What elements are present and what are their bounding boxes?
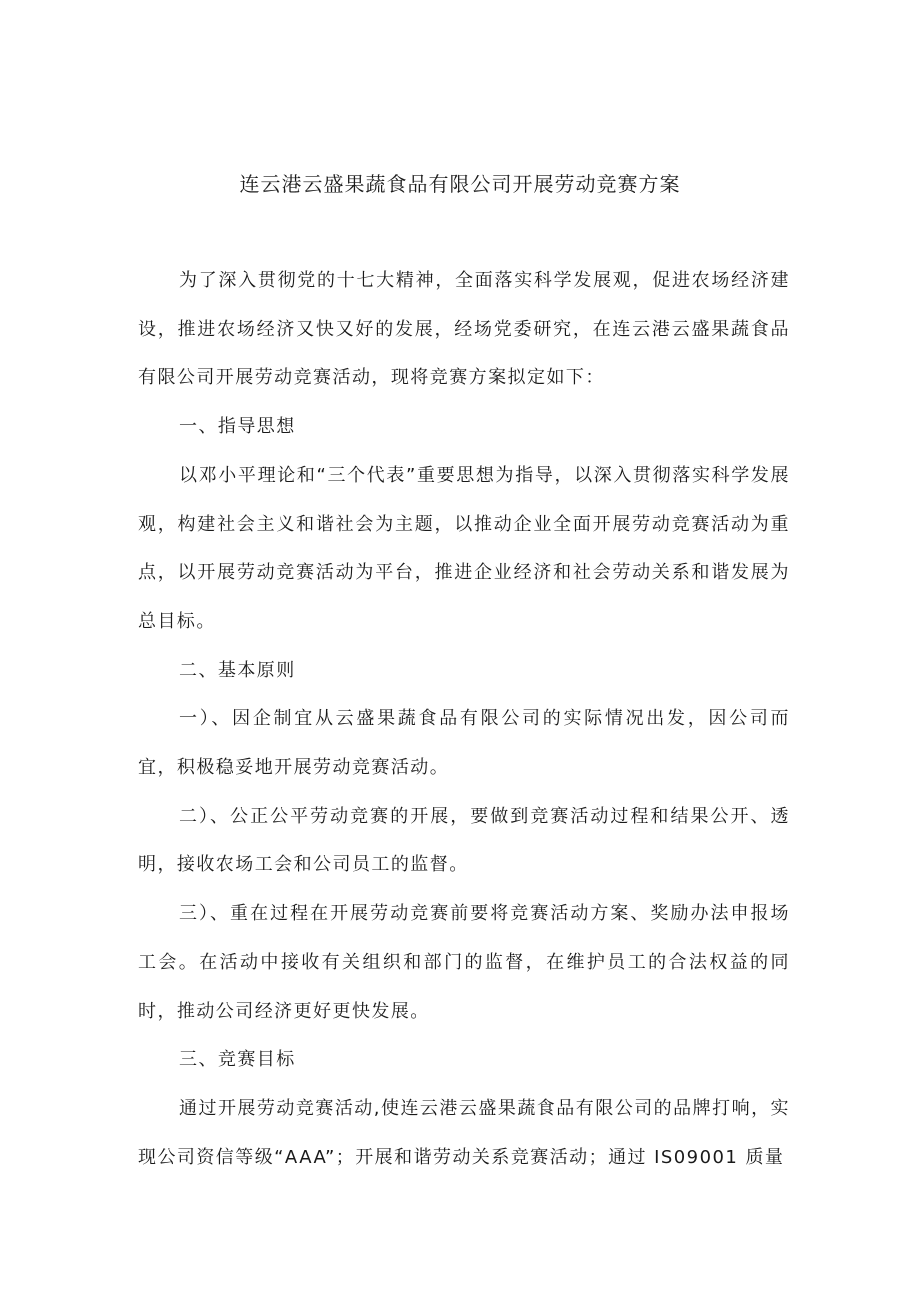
principle-2-paragraph: 二）、公正公平劳动竞赛的开展，要做到竞赛活动过程和结果公开、透明，接收农场工会和公司员工的监督。 <box>138 805 790 876</box>
guiding-ideology-paragraph: 以邓小平理论和“三个代表”重要思想为指导，以深入贯彻落实科学发展观，构建社会主义和谐社会为主题，以推动企业全面开展劳动竞赛活动为重点，以开展劳动竞赛活动为平台，推进企业经济和社会劳动关系和谐发展为总目标。 <box>138 464 790 632</box>
document-title: 连云港云盛果蔬食品有限公司开展劳动竞赛方案 <box>239 172 681 196</box>
principle-3-paragraph: 三）、重在过程在开展劳动竞赛前要将竞赛活动方案、奖励办法申报场工会。在活动中接收有关组织和部门的监督，在维护员工的合法权益的同时，推动公司经济更好更快发展。 <box>138 903 790 1022</box>
section-heading-competition-goals: 三、竞赛目标 <box>179 1049 296 1071</box>
section-heading-basic-principles: 二、基本原则 <box>179 659 296 681</box>
intro-paragraph: 为了深入贯彻党的十七大精神，全面落实科学发展观，促进农场经济建设，推进农场经济又快又好的发展，经场党委研究，在连云港云盛果蔬食品有限公司开展劳动竞赛活动，现将竞赛方案拟定如下： <box>138 270 790 389</box>
document-body <box>138 257 790 1182</box>
competition-goals-paragraph: 通过开展劳动竞赛活动,使连云港云盛果蔬食品有限公司的品牌打响，实现公司资信等级“AAA”；开展和谐劳动关系竞赛活动；通过 IS09001 质量 <box>138 1097 790 1168</box>
section-heading-guiding-ideology: 一、指导思想 <box>179 416 296 438</box>
principle-1-paragraph: 一）、因企制宜从云盛果蔬食品有限公司的实际情况出发，因公司而宜，积极稳妥地开展劳动竞赛活动。 <box>138 708 790 779</box>
